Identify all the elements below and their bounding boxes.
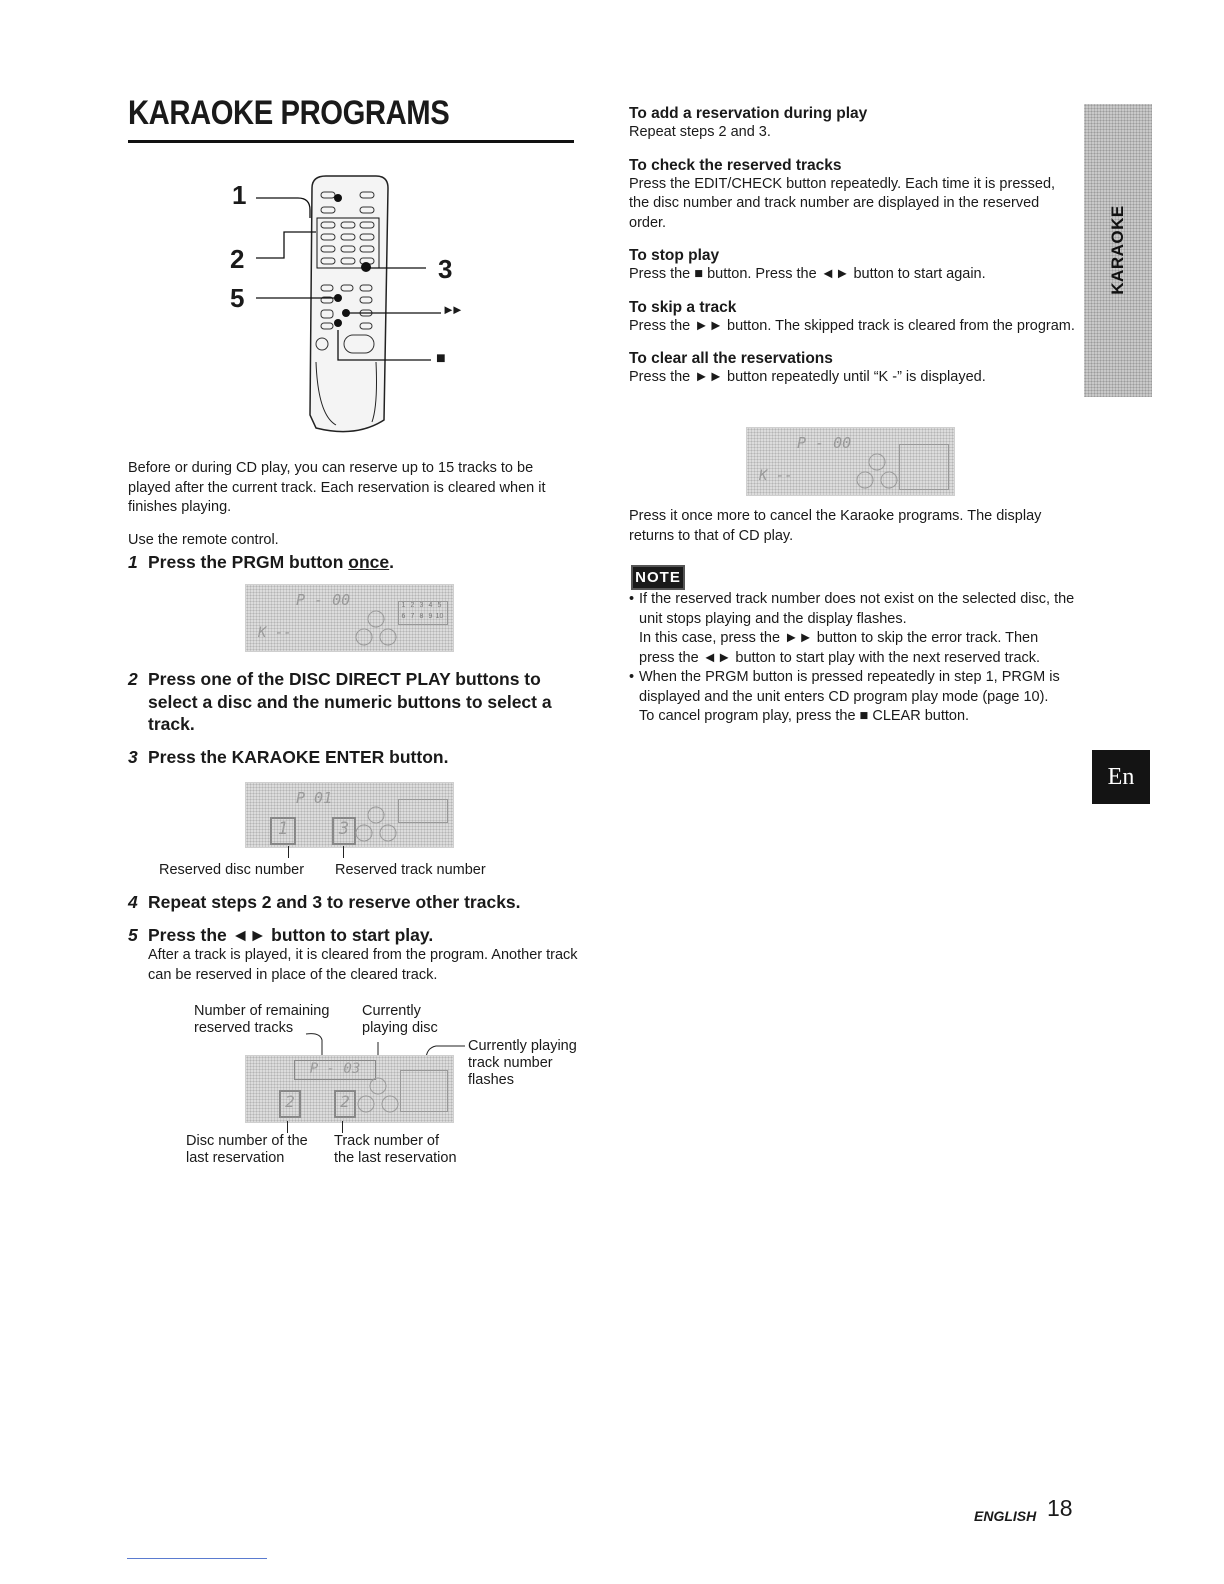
step-1-heading: 1 Press the PRGM button once. xyxy=(128,552,395,572)
disc-tray-icon xyxy=(855,452,899,492)
language-tab: En xyxy=(1092,750,1150,804)
note-continuation: In this case, press the ►► button to skip the error track. Then press the ◄► button to start play with the next reserved track. xyxy=(639,630,1041,666)
callout-3: 3 xyxy=(438,254,453,284)
reserved-track-label: Reserved track number xyxy=(335,862,486,878)
note-bullet: • If the reserved track number does not exist on the selected disc, the unit stops playing and the display flashes. xyxy=(629,591,1075,627)
track-grid xyxy=(899,444,949,490)
callout-1: 1 xyxy=(232,180,247,210)
leader-line xyxy=(343,846,344,858)
note-bullet: • When the PRGM button is pressed repeatedly in step 1, PRGM is displayed and the unit enters CD program play mode (page 10). xyxy=(629,669,1060,705)
section-add-reservation: To add a reservation during play Repeat steps 2 and 3. xyxy=(629,105,868,140)
intro-paragraph: Before or during CD play, you can reserve up to 15 tracks to be played after the current track. Each reservation is cleared when it finishes playing. xyxy=(128,460,546,515)
lcd-program-readout: P - 00 xyxy=(797,434,852,452)
after-clear-paragraph: Press it once more to cancel the Karaoke programs. The display returns to that of CD play. xyxy=(629,508,1042,544)
lcd-display-step1 xyxy=(245,584,454,652)
last-disc-label: Disc number of the last reservation xyxy=(186,1133,308,1166)
step-2-heading: 2 Press one of the DISC DIRECT PLAY buttons to select a disc and the numeric buttons to select a track. xyxy=(128,669,552,734)
remote-figure xyxy=(226,170,476,445)
use-remote-text: Use the remote control. xyxy=(128,532,279,548)
callout-2: 2 xyxy=(230,244,245,274)
currently-playing-disc-label: Currently playing disc xyxy=(362,1003,438,1036)
step-number: 4 xyxy=(128,892,138,912)
step-5-heading: 5 Press the ◄► button to start play. xyxy=(128,925,434,945)
stop-icon: ■ xyxy=(436,350,446,367)
callout-5: 5 xyxy=(230,283,245,313)
title-underline xyxy=(128,140,574,143)
step-number: 5 xyxy=(128,925,138,945)
page-number: 18 xyxy=(1047,1495,1073,1521)
lcd-track-digit: 2 xyxy=(334,1090,356,1118)
step-3-heading: 3 Press the KARAOKE ENTER button. xyxy=(128,747,449,767)
step-number: 2 xyxy=(128,669,138,689)
lcd-display-clear xyxy=(746,427,955,496)
note-continuation: To cancel program play, press the ■ CLEAR button. xyxy=(639,708,970,724)
step-4-heading: 4 Repeat steps 2 and 3 to reserve other tracks. xyxy=(128,892,521,912)
note-badge: NOTE xyxy=(631,565,685,590)
track-grid: 1 2 3 4 5 6 7 8 9 10 xyxy=(398,601,448,625)
lcd-karaoke-readout: K -- xyxy=(759,468,793,484)
disc-tray-icon xyxy=(354,805,398,845)
lcd-program-readout: P 01 xyxy=(296,789,333,807)
disc-tray-icon xyxy=(354,609,398,649)
track-grid xyxy=(398,799,448,823)
section-clear-reservations: To clear all the reservations Press the ►► button repeatedly until “K -” is displayed. xyxy=(629,350,986,385)
fast-forward-icon: ►► xyxy=(442,302,460,317)
last-track-label: Track number of the last reservation xyxy=(334,1133,457,1166)
step-5-body: After a track is played, it is cleared from the program. Another track can be reserved in place of the cleared track. xyxy=(148,947,578,983)
track-grid xyxy=(400,1070,448,1112)
lcd-karaoke-readout: K -- xyxy=(258,625,292,641)
page-title: KARAOKE PROGRAMS xyxy=(128,94,450,132)
leader-line xyxy=(342,1121,343,1133)
footer-language: ENGLISH xyxy=(974,1508,1037,1524)
section-side-tab xyxy=(1084,104,1152,397)
section-skip-track: To skip a track Press the ►► button. The skipped track is cleared from the program. xyxy=(629,298,1075,334)
bottom-rule xyxy=(127,1558,267,1559)
reserved-disc-label: Reserved disc number xyxy=(159,862,305,878)
currently-playing-track-label: Currently playing track number flashes xyxy=(468,1038,577,1088)
note-list xyxy=(629,590,1075,727)
lcd-disc-digit: 1 xyxy=(270,817,296,845)
section-check-tracks: To check the reserved tracks Press the EDIT/CHECK button repeatedly. Each time it is pressed, the disc number and track number are displayed in the reserved order. xyxy=(629,156,1056,231)
lcd-display-step3 xyxy=(245,782,454,848)
step-number: 3 xyxy=(128,747,138,767)
remote-control-illustration xyxy=(226,170,476,445)
lcd-program-readout: P - 03 xyxy=(294,1060,376,1080)
remaining-tracks-label: Number of remaining reserved tracks xyxy=(194,1003,330,1036)
leader-line xyxy=(287,1121,288,1133)
lcd-program-readout: P - 00 xyxy=(296,591,351,609)
side-tab-label: KARAOKE xyxy=(1108,205,1127,295)
lcd-display-step5 xyxy=(245,1055,454,1123)
right-column xyxy=(629,104,1075,388)
step-number: 1 xyxy=(128,552,138,572)
lcd-track-digit: 3 xyxy=(332,817,356,845)
disc-tray-icon xyxy=(356,1076,400,1116)
section-stop-play: To stop play Press the ■ button. Press the ◄► button to start again. xyxy=(629,247,986,282)
leader-line xyxy=(288,846,289,858)
lcd-disc-digit: 2 xyxy=(279,1090,301,1118)
